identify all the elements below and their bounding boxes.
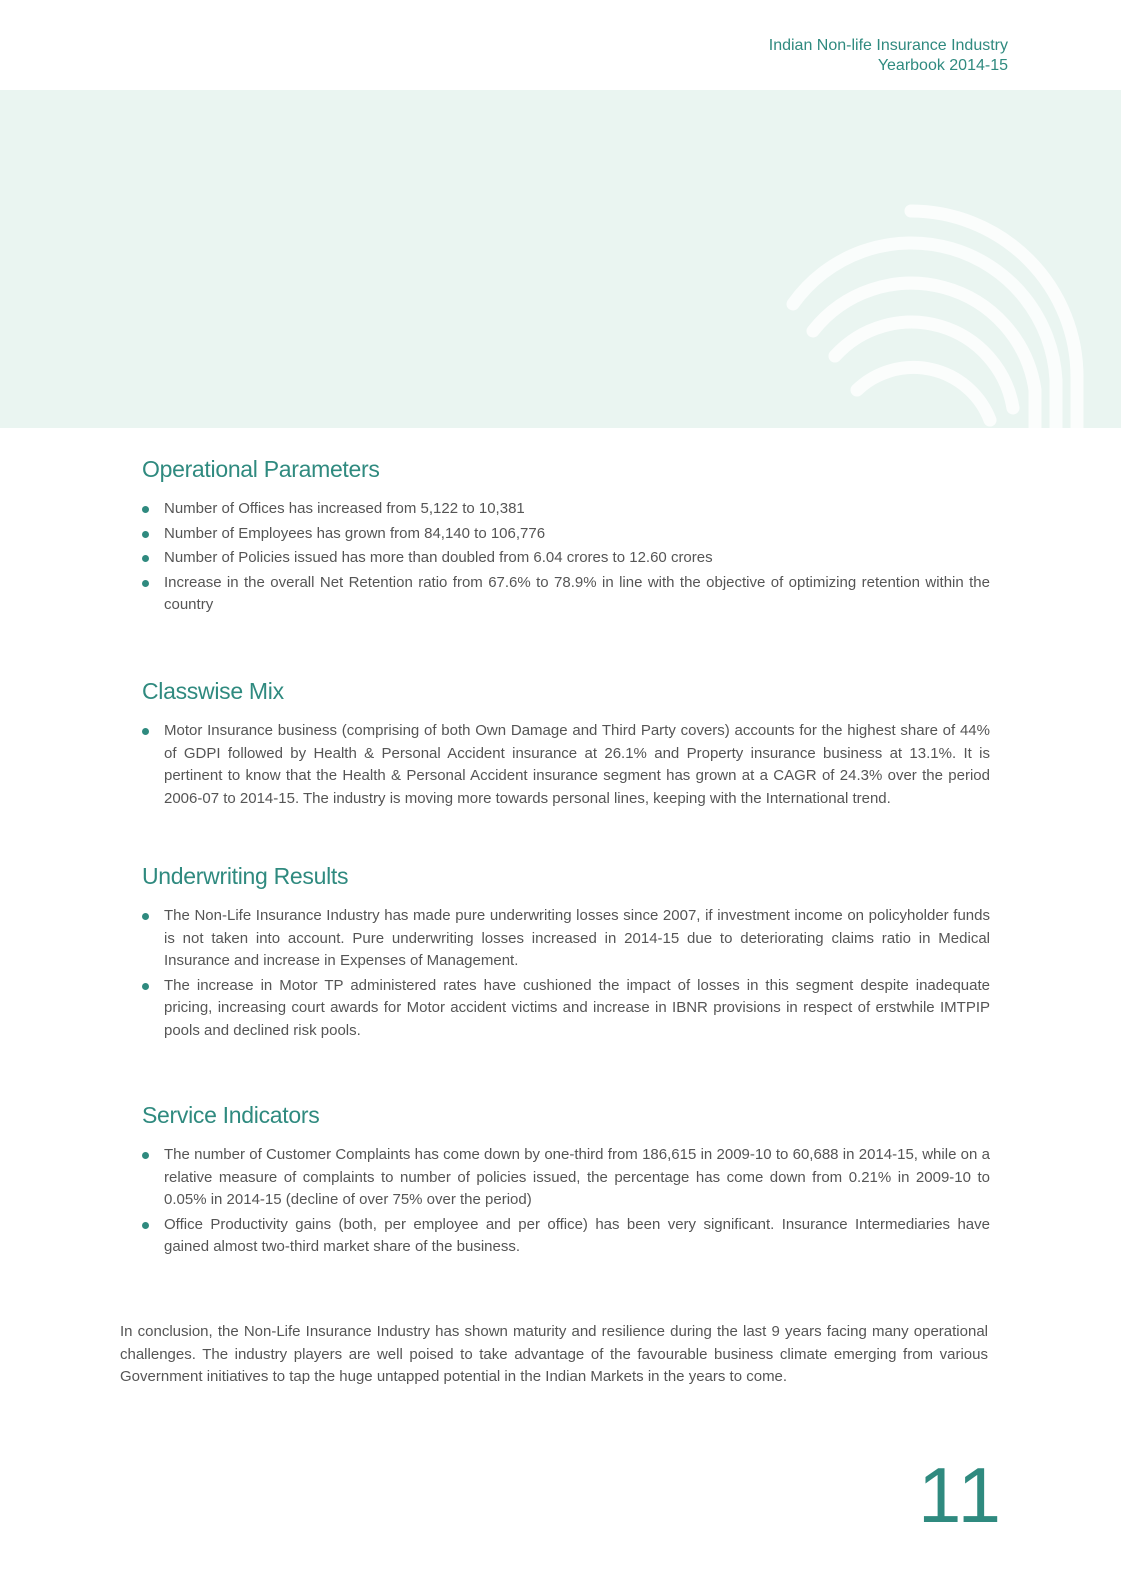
bullet-list xyxy=(142,498,990,617)
section-classwise-mix xyxy=(142,676,990,812)
list-item: The increase in Motor TP administered rates have cushioned the impact of losses in this segment despite inadequate pricing, increasing court awards for Motor accident victims and increase in IBNR provisions in respect of erstwhile IMTPIP pools and declined risk pools. xyxy=(142,975,990,1043)
concentric-arcs-graphic xyxy=(0,90,1121,428)
header-subtitle: Yearbook 2014-15 xyxy=(877,57,1008,74)
bullet-icon xyxy=(142,983,149,990)
page-number: 11 xyxy=(918,1451,1003,1539)
section-title: Operational Parameters xyxy=(142,456,380,482)
list-item: Motor Insurance business (comprising of both Own Damage and Third Party covers) accounts for the highest share of 44% of GDPI followed by Health & Personal Accident insurance at 26.1% and Property insurance business at 13.1%. It is pertinent to know that the Health & Personal Accident insurance segment has grown at a CAGR of 24.3% over the period 2006-07 to 2014-15. The industry is moving more towards personal lines, keeping with the International trend. xyxy=(142,720,990,810)
bullet-list xyxy=(142,1144,990,1259)
decorative-banner xyxy=(0,90,1121,428)
bullet-icon xyxy=(142,555,149,562)
list-item: Number of Offices has increased from 5,122 to 10,381 xyxy=(142,498,990,521)
list-item: The number of Customer Complaints has come down by one-third from 186,615 in 2009-10 to 60,688 in 2014-15, while on a relative measure of complaints to number of policies issued, the percentage has come down from 0.21% in 2009-10 to 0.05% in 2014-15 (decline of over 75% over the period) xyxy=(142,1144,990,1212)
bullet-icon xyxy=(142,506,149,513)
bullet-list xyxy=(142,720,990,810)
document-header xyxy=(769,36,1008,76)
bullet-icon xyxy=(142,531,149,538)
list-item: The Non-Life Insurance Industry has made pure underwriting losses since 2007, if investment income on policyholder funds is not taken into account. Pure underwriting losses increased in 2014-15 due to deteriorating claims ratio in Medical Insurance and increase in Expenses of Management. xyxy=(142,905,990,973)
bullet-icon xyxy=(142,728,149,735)
section-underwriting-results xyxy=(142,861,990,1044)
section-title: Underwriting Results xyxy=(142,863,349,889)
bullet-list xyxy=(142,905,990,1042)
section-service-indicators xyxy=(142,1100,990,1261)
header-title: Indian Non-life Insurance Industry xyxy=(768,37,1008,54)
list-item: Office Productivity gains (both, per employee and per office) has been very significant. Insurance Intermediaries have gained almost two-third market share of the business. xyxy=(142,1214,990,1259)
section-operational-parameters xyxy=(142,454,990,619)
bullet-icon xyxy=(142,1222,149,1229)
bullet-icon xyxy=(142,1152,149,1159)
bullet-icon xyxy=(142,580,149,587)
section-title: Service Indicators xyxy=(142,1102,320,1128)
list-item: Number of Policies issued has more than doubled from 6.04 crores to 12.60 crores xyxy=(142,547,990,570)
list-item: Increase in the overall Net Retention ratio from 67.6% to 78.9% in line with the objective of optimizing retention within the country xyxy=(142,572,990,617)
bullet-icon xyxy=(142,913,149,920)
conclusion-paragraph: In conclusion, the Non-Life Insurance Industry has shown maturity and resilience during the last 9 years facing many operational challenges. The industry players are well poised to take advantage of the favourable business climate emerging from various Government initiatives to tap the huge untapped potential in the Indian Markets in the years to come. xyxy=(120,1323,988,1385)
section-title: Classwise Mix xyxy=(142,678,284,704)
list-item: Number of Employees has grown from 84,140 to 106,776 xyxy=(142,523,990,546)
